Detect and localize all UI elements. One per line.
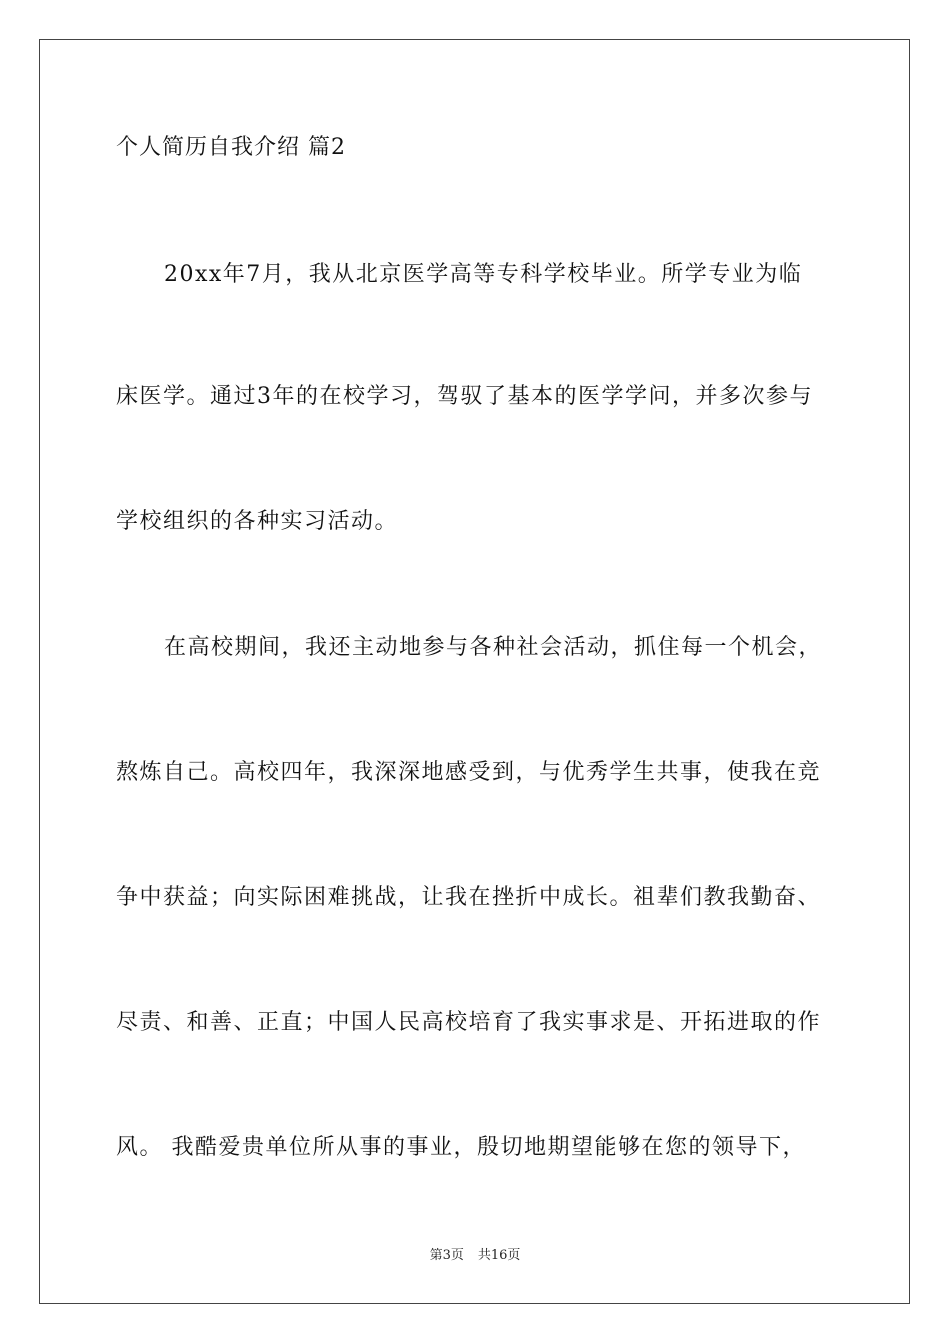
document-heading: 个人简历自我介绍 篇2 (116, 135, 346, 160)
page-frame (39, 39, 910, 1304)
paragraph-2-line-2: 熬炼自己。高校四年，我深深地感受到，与优秀学生共事，使我在竞 (116, 760, 822, 785)
page-footer (0, 1248, 950, 1264)
paragraph-2-line-3: 争中获益；向实际困难挑战，让我在挫折中成长。祖辈们教我勤奋、 (116, 885, 822, 910)
paragraph-1-line-2: 床医学。通过3年的在校学习，驾驭了基本的医学学问，并多次参与 (116, 384, 813, 409)
paragraph-2-line-1: 在高校期间，我还主动地参与各种社会活动，抓住每一个机会， (164, 635, 823, 660)
page-total: 共16页 (477, 1248, 521, 1263)
paragraph-1-line-1: 20xx年7月，我从北京医学高等专科学校毕业。所学专业为临 (164, 262, 803, 287)
paragraph-2-line-5: 风。 我酷爱贵单位所从事的事业，殷切地期望能够在您的领导下， (116, 1135, 806, 1160)
page-number: 第3页 (429, 1248, 464, 1263)
paragraph-2-line-4: 尽责、和善、正直；中国人民高校培育了我实事求是、开拓进取的作 (116, 1010, 822, 1035)
paragraph-1-line-3: 学校组织的各种实习活动。 (116, 509, 399, 534)
